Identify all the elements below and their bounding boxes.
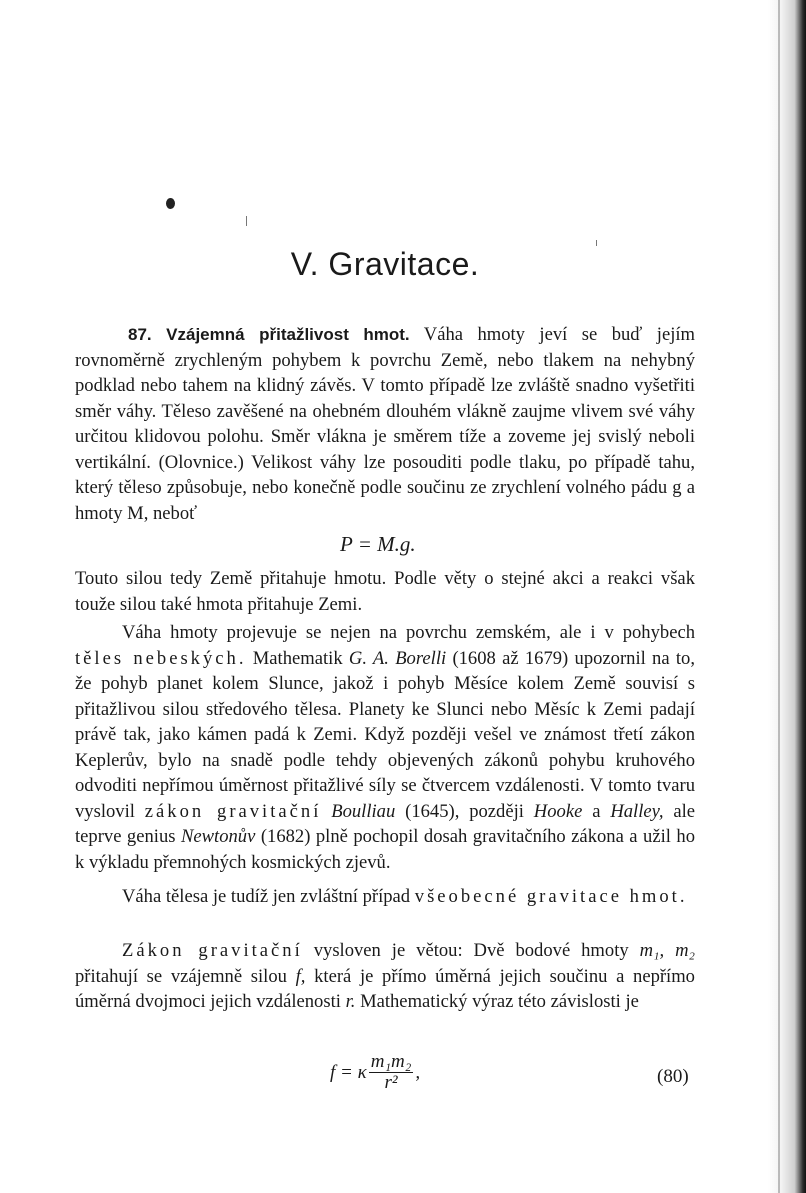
formula-trail: , [415, 1061, 421, 1083]
spaced-emphasis: Zákon gravitační [122, 940, 303, 961]
ink-blot [166, 198, 175, 209]
text-run: Mathematický výraz této závislosti je [360, 991, 639, 1012]
chapter-title: V. Gravitace. [290, 246, 480, 282]
math-symbol: m₂ [675, 940, 695, 961]
page-number: (80) [657, 1066, 689, 1087]
paragraph-2-text: Touto silou tedy Země přitahuje hmotu. Podle věty o stejné akci a reakci však touže silou také hmota přitahuje Zemi. [75, 568, 695, 615]
text-run: Váha hmoty projevuje se nejen na povrchu zemském, ale i v pohybech [122, 622, 695, 643]
paragraph-1 [75, 322, 695, 526]
text-run: (1645), později [405, 800, 524, 822]
math-symbol: r. [345, 991, 356, 1012]
spaced-emphasis: těles nebeských. [75, 647, 247, 669]
formula-lhs: f = κ [330, 1061, 367, 1083]
paragraph-4 [75, 884, 695, 910]
formula-fraction [369, 1052, 414, 1093]
spaced-emphasis: všeobecné gravitace hmot. [414, 886, 688, 907]
section-heading: 87. Vzájemná přitažlivost hmot. [128, 325, 410, 344]
person-name: Boulliau [331, 800, 396, 822]
formula-weight: P = M.g. [340, 532, 416, 556]
spaced-emphasis: zákon gravitační [144, 800, 322, 822]
paragraph-3 [75, 620, 695, 875]
text-run: Mathematik [252, 647, 343, 669]
person-name: Newtonův [180, 826, 256, 847]
paragraph-1-text: Váha hmoty jeví se buď jejím rovnoměrně zrychleným pohybem k povrchu Země, nebo tlakem na nehybný podklad nebo tahem na klidný závěs. V tomto případě lze zvláště snadno vyšetřiti směr váhy. Těleso zavěšené na ohebném dlouhém vlákně zaujme vlivem své váhy určitou klidovou polohu. Směr vlákna je směrem tíže a zoveme jej svislý neboli vertikální. (Olovnice.) Velikost váhy lze posouditi podle tlaku, po případě tahu, který těleso způsobuje, nebo konečně podle součinu ze zrychlení volného pádu g a hmoty M, neboť [75, 324, 695, 524]
text-run: Váha tělesa je tudíž jen zvláštní případ [122, 886, 411, 907]
fraction-denominator: r² [384, 1072, 398, 1093]
text-run: (1682) plně pochopil dosah gravitačního zákona a užil ho k výkladu přemnohých kosmických zjevů. [75, 826, 695, 873]
paragraph-2 [75, 566, 695, 617]
text-run: přitahují se vzájemně silou [75, 965, 287, 987]
paper-speck [246, 216, 247, 226]
text-run: která je přímo úměrná jejich součinu a nepřímo úměrná dvojmoci jejich vzdálenosti [75, 965, 695, 1012]
paragraph-5 [75, 938, 695, 1015]
text-run: vysloven je větou: Dvě bodové hmoty [313, 940, 629, 961]
text-run: a [592, 800, 601, 822]
person-name: Halley, [610, 800, 664, 822]
text-run: ale teprve genius [75, 800, 696, 847]
page-edge-line [778, 0, 780, 1193]
fraction-numerator: m₁m₂ [370, 1051, 412, 1072]
person-name: G. A. Borelli [348, 647, 447, 669]
formula-gravitation [330, 1052, 420, 1093]
math-symbol: f, [295, 965, 306, 987]
text-run: (1608 až 1679) upozornil na to, že pohyb planet kolem Slunce, jakož i pohyb Měsíce kolem Země souvisí s přitažlivou silou středového tělesa. Planety ke Slunci nebo Měsíc k Zemi padají právě tak, jako kámen padá k Zemi. Když později vešel ve známost třetí zákon Keplerův, bylo na snadě podle tehdy objevených zákonů pohybu kruhového odvoditi nepřímou úměrnost přitažlivé síly se čtvercem vzdálenosti. V tomto tvaru vyslovil [75, 647, 695, 822]
math-symbol: m₁, [639, 940, 665, 961]
person-name: Hooke [533, 800, 583, 822]
book-spine-shadow [768, 0, 806, 1193]
